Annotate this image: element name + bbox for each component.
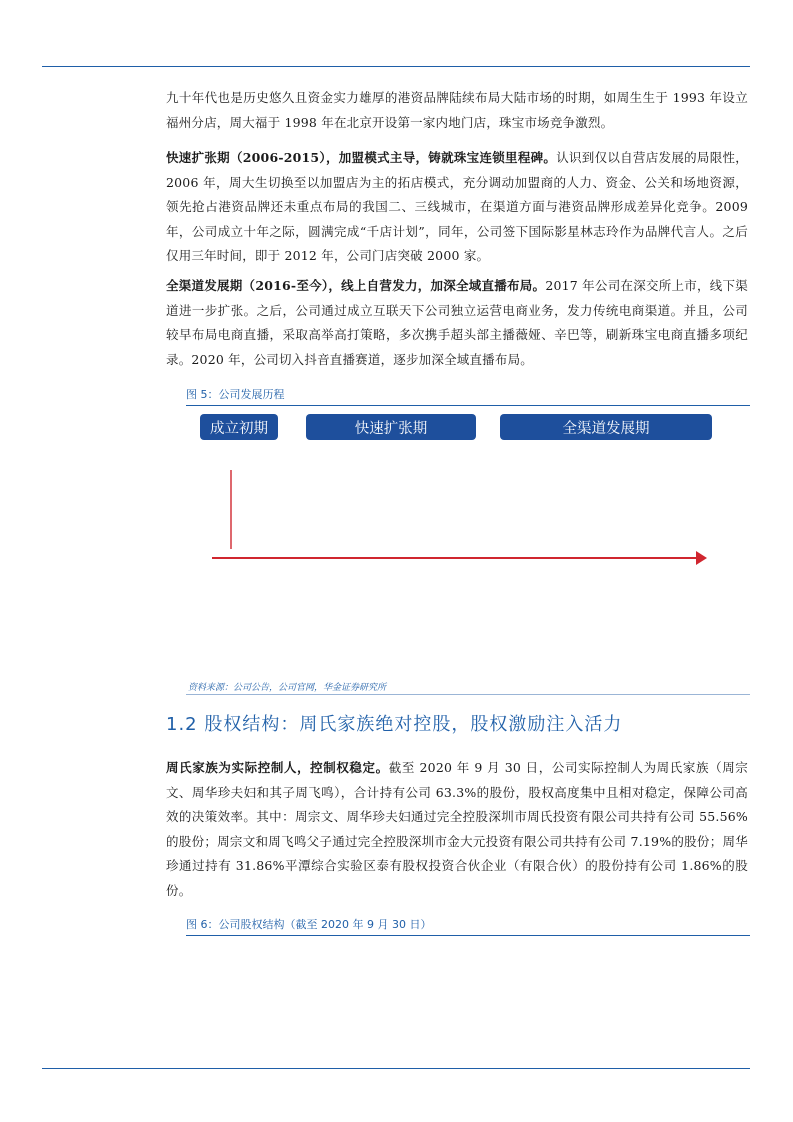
paragraph-hk-brands: 九十年代也是历史悠久且资金实力雄厚的港资品牌陆续布局大陆市场的时期，如周生生于 1993 年设立福州分店，周大福于 1998 年在北京开设第一家内地门店，珠宝市场竞争激烈。	[166, 90, 748, 130]
paragraph-lead: 快速扩张期（2006-2015），加盟模式主导，铸就珠宝连锁里程碑。	[166, 150, 557, 165]
development-timeline	[186, 404, 750, 676]
paragraph-lead: 周氏家族为实际控制人，控制权稳定。	[166, 760, 389, 775]
phase-label: 全渠道发展期	[562, 421, 650, 437]
paragraph-ownership	[166, 756, 748, 903]
figure5-title: 图 5：公司发展历程	[186, 386, 750, 406]
paragraph-body: 截至 2020 年 9 月 30 日，公司实际控制人为周氏家族（周宗文、周华珍夫妇和其子周飞鸣），合计持有公司 63.3%的股份，股权高度集中且相对稳定，保障公司高效的决策效率。其中：周宗文、周华珍夫妇通过完全控股深圳市周氏投资有限公司共持有公司 55.56%的股份；周宗文和周飞鸣父子通过完全控股深圳市金大元投资有限公司共持有公司 7.19%的股份；周华珍通过持有 31.86%平潭综合实验区泰有股权投资合伙企业（有限合伙）的股份持有公司 1.86%的股份。	[166, 760, 748, 898]
source-rule	[186, 694, 750, 695]
timeline-arrow	[696, 551, 707, 565]
paragraph-body: 认识到仅以自营店发展的局限性，2006 年，周大生切换至以加盟店为主的拓店模式，充分调动加盟商的人力、资金、公关和场地资源，领先抢占港资品牌还未重点布局的我国二、三线城市，在渠道方面与港资品牌形成差异化竞争。2009 年，公司成立十年之际，圆满完成“千店计划”，同年，公司签下国际影星林志玲作为品牌代言人。之后仅用三年时间，即于 2012 年，公司门店突破 2000 家。	[166, 150, 748, 263]
phase-label: 成立初期	[210, 421, 268, 437]
paragraph-body: 2017 年公司在深交所上市，线下渠道进一步扩张。之后，公司通过成立互联天下公司独立运营电商业务，发力传统电商渠道。并且，公司较早布局电商直播，采取高举高打策略，多次携手超头部主播薇娅、辛巴等，刷新珠宝电商直播多项纪录。2020 年，公司切入抖音直播赛道，逐步加深全域直播布局。	[166, 278, 748, 367]
footer-rule	[42, 1068, 750, 1069]
phase-label: 快速扩张期	[354, 421, 428, 437]
figure5-source: 资料来源：公司公告，公司官网，华金证券研究所	[188, 683, 387, 693]
header-rule	[42, 66, 750, 67]
section-title: 1.2 股权结构：周氏家族绝对控股，股权激励注入活力	[166, 714, 623, 735]
figure6-title: 图 6：公司股权结构（截至 2020 年 9 月 30 日）	[186, 916, 750, 936]
paragraph-omnichannel	[166, 274, 748, 372]
paragraph-rapid-expansion	[166, 146, 748, 269]
paragraph-lead: 全渠道发展期（2016-至今），线上自营发力，加深全域直播布局。	[166, 278, 546, 293]
